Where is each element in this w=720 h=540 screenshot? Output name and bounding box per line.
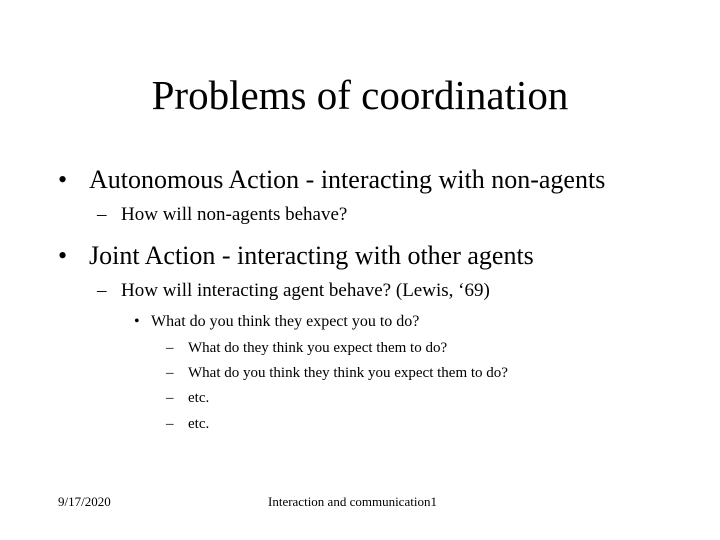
slide-title: Problems of coordination [151,72,569,118]
dash-marker: – [166,340,174,356]
bullet-text: etc. [188,416,210,432]
bullet-item-level4 [166,414,209,434]
bullet-text: Autonomous Action - interacting with non-agents [89,165,606,194]
bullet-text: What do you think they think you expect them to do? [188,365,508,381]
dash-marker: – [166,390,174,406]
bullet-marker: • [58,241,68,270]
bullet-item-level2 [97,279,490,303]
bullet-text: etc. [188,390,210,406]
bullet-text: How will interacting agent behave? (Lewis, ‘69) [121,280,490,301]
dash-marker: – [166,365,174,381]
footer-date: 9/17/2020 [58,494,111,509]
bullet-item-level1 [58,240,534,272]
bullet-text: Joint Action - interacting with other agents [89,241,534,270]
bullet-marker: • [134,313,140,330]
dash-marker: – [166,416,174,432]
bullet-item-level2 [97,203,347,227]
bullet-item-level4 [166,338,447,358]
dash-marker: – [97,204,107,225]
bullet-item-level4 [166,363,508,383]
bullet-item-level3 [134,312,419,332]
bullet-item-level4 [166,388,209,408]
bullet-text: How will non-agents behave? [121,204,348,225]
bullet-text: What do you think they expect you to do? [151,313,420,330]
bullet-marker: • [58,165,68,194]
footer-center-text: Interaction and communication1 [268,494,437,509]
dash-marker: – [97,280,107,301]
bullet-item-level1 [58,164,605,196]
bullet-text: What do they think you expect them to do? [188,340,448,356]
